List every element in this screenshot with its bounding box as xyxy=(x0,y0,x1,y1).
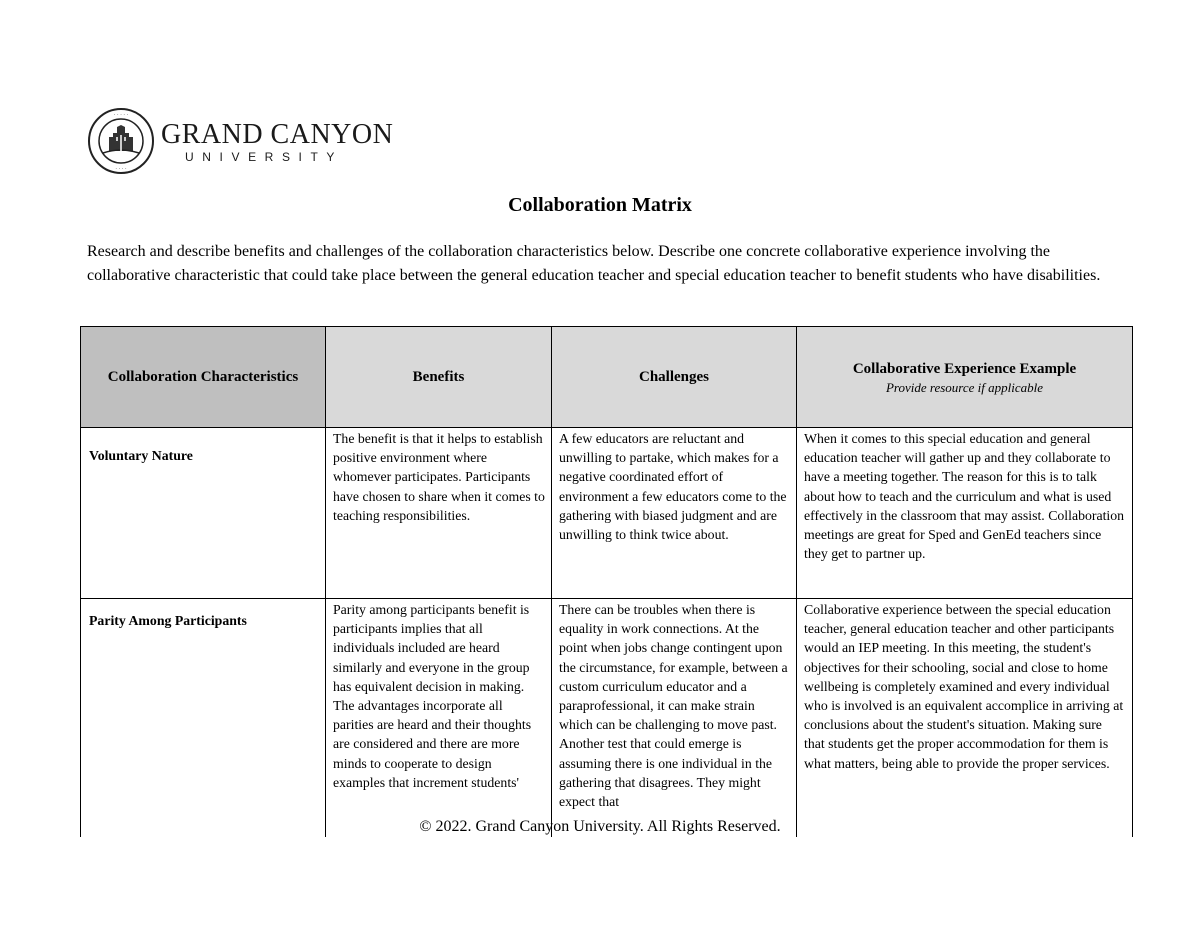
university-seal-icon xyxy=(87,107,155,175)
table-row xyxy=(81,428,1133,599)
logo-name: GRAND CANYON xyxy=(161,119,394,150)
header-experience-sublabel: Provide resource if applicable xyxy=(885,379,1044,395)
svg-text:· · · ·: · · · · xyxy=(115,166,127,172)
row-benefits xyxy=(326,428,552,599)
header-challenges-label: Challenges xyxy=(638,369,709,385)
row-experience xyxy=(797,599,1133,838)
row-challenges-text: There can be troubles when there is equality in work connections. At the point when jobs change contingent upon the circumstance, for example, between a custom curriculum educator and a paraprofessional, it can make strain which can be challenging to move past. Another test that could emerge is assuming there is one individual in the gathering that disagrees. They might expect that xyxy=(559,602,788,810)
document-title: Collaboration Matrix xyxy=(508,194,692,216)
row-characteristic: Parity Among Participants xyxy=(81,599,326,838)
row-benefits-text: The benefit is that it helps to establish positive environment where whomever participates. Participants have chosen to share when it comes to teaching responsibilities. xyxy=(333,431,545,523)
header-characteristics xyxy=(81,327,326,428)
row-challenges xyxy=(552,428,797,599)
row-challenges xyxy=(552,599,797,838)
row-experience-text: When it comes to this special education and general education teacher will gather up and they collaborate to have a meeting together. The reason for this is to talk about how to teach and the curriculum and what is used effectively in the classroom that may assist. Collaboration meetings are great for Sped and GenEd teachers since they get to partner up. xyxy=(804,431,1125,562)
row-experience xyxy=(797,428,1133,599)
header-experience xyxy=(797,327,1133,428)
header-experience-label: Collaborative Experience Example xyxy=(852,360,1077,377)
intro-paragraph: Research and describe benefits and challenges of the collaboration characteristics below. Describe one concrete collaborative experience involving the collaborative characteristic that could take place between the general education teacher and special education teacher to benefit students who have disabilities. xyxy=(87,243,1101,284)
row-experience-text: Collaborative experience between the special education teacher, general education teacher and other participants would an IEP meeting. In this meeting, the student's objectives for their schooling, social and close to home wellbeing is completely examined and every individual who is involved is an equivalent accomplice in arriving at conclusions about the student's situation. Making sure that students get the proper accommodation for them is what matters, being able to provide the proper services. xyxy=(804,602,1124,771)
copyright-footer: © 2022. Grand Canyon University. All Rights Reserved. xyxy=(419,818,781,835)
table-header-row xyxy=(81,327,1133,428)
row-challenges-text: A few educators are reluctant and unwilling to partake, which makes for a negative coordinated effort of environment a few educators come to the gathering with biased judgment and are unwilling to think twice about. xyxy=(559,431,787,543)
university-logo xyxy=(87,107,393,175)
header-challenges xyxy=(552,327,797,428)
collaboration-matrix-table xyxy=(80,326,1133,837)
svg-text:· · · · ·: · · · · · xyxy=(113,112,129,118)
header-characteristics-label: Collaboration Characteristics xyxy=(107,369,299,385)
row-benefits xyxy=(326,599,552,838)
row-characteristic: Voluntary Nature xyxy=(81,428,326,599)
header-benefits-label: Benefits xyxy=(412,369,465,385)
row-benefits-text: Parity among participants benefit is participants implies that all individuals included are heard similarly and everyone in the group has equivalent decision in making. The advantages incorporate all parities are heard and their thoughts are considered and there are more minds to cooperate to design examples that increment students' xyxy=(333,602,532,790)
header-benefits xyxy=(326,327,552,428)
logo-subtitle: UNIVERSITY xyxy=(185,150,344,164)
table-row xyxy=(81,599,1133,838)
